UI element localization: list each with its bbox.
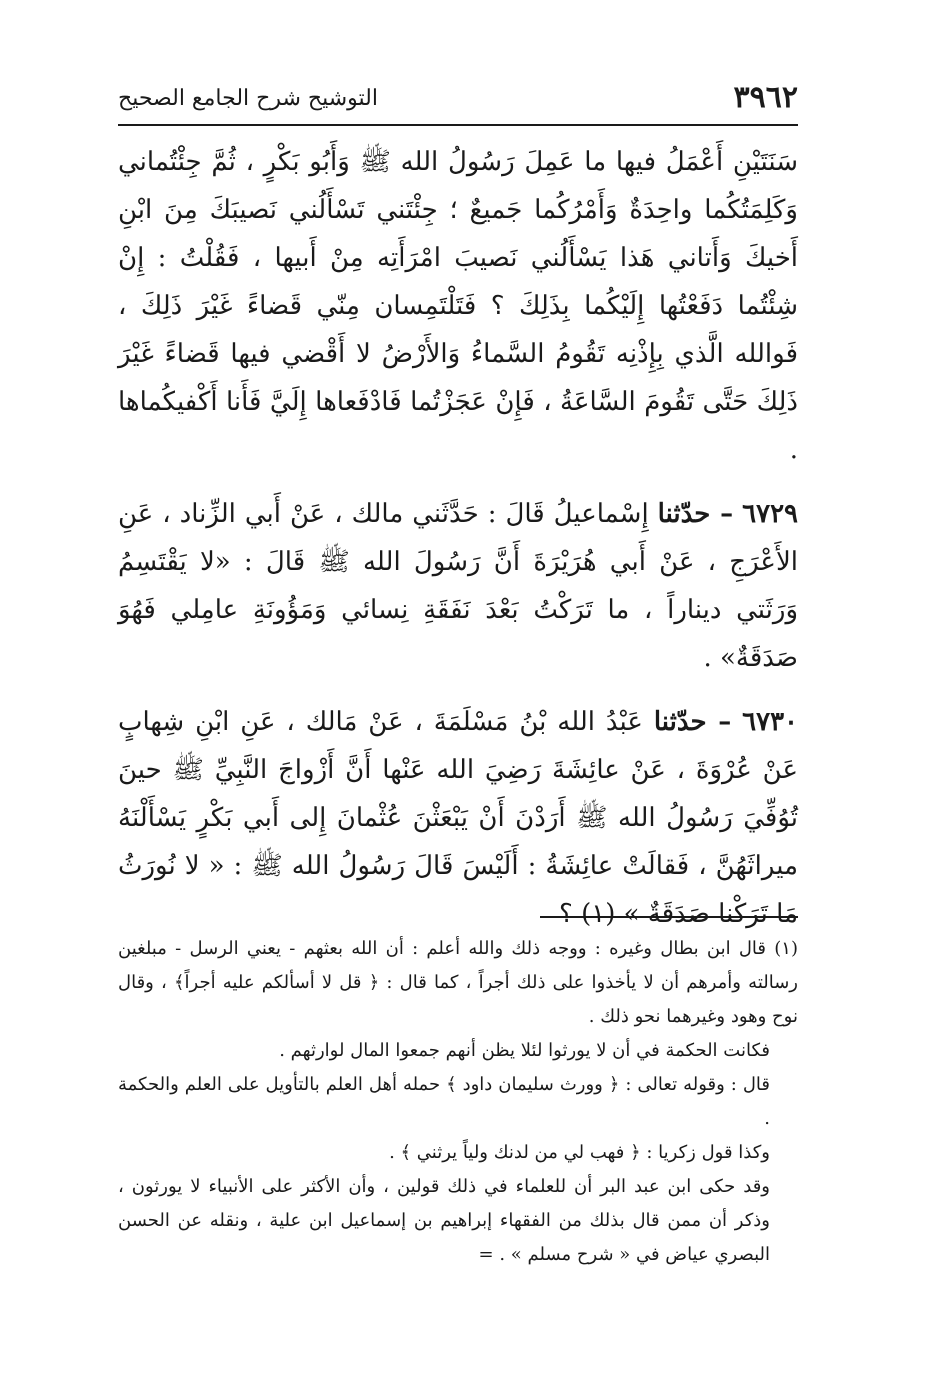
continuation-paragraph: سَنَتَيْنِ أَعْمَلُ فيها ما عَمِلَ رَسُولُ الله ﷺ وَأَبُو بَكْرٍ ، ثُمَّ جِئْتُماني وَكَلِمَتُكُما واحِدَةٌ وَأَمْرُكُما جَميعٌ ؛ جِئْتَني تَسْأَلُني نَصيبَكَ مِنَ ابْنِ أَخيكَ وَأَتاني هَذا يَسْأَلُني نَصيبَ امْرَأَتِه مِنْ أَبيها ، فَقُلْتُ : إِنْ شِئْتُما دَفَعْتُها إِلَيْكُما بِذَلِكَ ؟ فَتَلْتَمِسان مِنّي قَضاءً غَيْرَ ذَلِكَ ، فَوالله الَّذي بِإِذْنِه تَقُومُ السَّماءُ وَالأَرْضُ لا أَقْضي فيها قَضاءً غَيْرَ ذَلِكَ حَتَّى تَقُومَ السَّاعَةُ ، فَإِنْ عَجَزْتُما فَادْفَعاها إِلَيَّ فَأَنا أَكْفيكُماها . xyxy=(118,147,798,465)
main-text xyxy=(118,138,798,954)
footnote-line: وكذا قول زكريا : ﴿ فهب لي من لدنك ولياً يرثني ﴾ . xyxy=(389,1142,770,1163)
page-number: ٣٩٦٢ xyxy=(733,80,798,115)
hadith-lead-word: حدّثنا xyxy=(657,499,711,529)
footnote-line: وقد حكى ابن عبد البر أن للعلماء في ذلك قولين ، وأن الأكثر على الأنبياء لا يورثون ، وذكر أن ممن قال بذلك من الفقهاء إبراهيم بن إسماعيل ابن علية ، ونقله عن الحسن البصري عياض في « شرح مسلم » . = xyxy=(118,1176,770,1265)
hadith-lead: – حدّثنا xyxy=(657,499,734,529)
footnotes xyxy=(118,932,798,1272)
footnote-line: قال : وقوله تعالى : ﴿ وورث سليمان داود ﴾ حمله أهل العلم بالتأويل على العلم والحكمة . xyxy=(118,1074,770,1129)
hadith-6730 xyxy=(118,698,798,938)
hadith-6729 xyxy=(118,490,798,682)
footnote-rule xyxy=(540,916,798,918)
header-rule xyxy=(118,124,798,126)
running-title: التوشيح شرح الجامع الصحيح xyxy=(118,86,378,111)
footnote-line: فكانت الحكمة في أن لا يورثوا لئلا يظن أنهم جمعوا المال لوارثهم . xyxy=(279,1040,770,1061)
hadith-number: ٦٧٣٠ xyxy=(742,707,798,737)
page-header xyxy=(118,78,798,122)
hadith-text: عَبْدُ الله بْنُ مَسْلَمَةَ ، عَنْ مَالك ، عَنِ ابْنِ شِهابٍ عَنْ عُرْوَةَ ، عَنْ عائِشَةَ رَضِيَ الله عَنْها أَنَّ أَزْواجَ النَّبِيِّ ﷺ حينَ تُوُفِّيَ رَسُولُ الله ﷺ أَرَدْنَ أَنْ يَبْعَثْنَ عُثْمانَ إِلى أَبي بَكْرٍ يَسْأَلْنَهُ ميراثَهُنَّ ، فَقالَتْ عائِشَةُ : أَلَيْسَ قَالَ رَسُولُ الله ﷺ : « لا نُورَثُ مَا تَرَكْنا صَدَقَةٌ » (١) ؟ xyxy=(118,707,798,929)
hadith-number: ٦٧٢٩ xyxy=(742,499,798,529)
hadith-text: إِسْماعيلُ قَالَ : حَدَّثَني مالك ، عَنْ أَبي الزِّناد ، عَنِ الأَعْرَجِ ، عَنْ أَبي هُرَيْرَةَ أَنَّ رَسُولَ الله ﷺ قَالَ : «لا يَقْتَسِمُ وَرَثَتي ديناراً ، ما تَرَكْتُ بَعْدَ نَفَقَةِ نِسائي وَمَؤُونَةِ عامِلي فَهُوَ صَدَقَةٌ» . xyxy=(118,499,798,673)
hadith-lead-word: حدّثنا xyxy=(653,707,707,737)
footnote-line: (١) قال ابن بطال وغيره : ووجه ذلك والله أعلم : أن الله بعثهم - يعني الرسل - مبلغين رسالته وأمرهم أن لا يأخذوا على ذلك أجراً ، كما قال : ﴿ قل لا أسألكم عليه أجراً﴾ ، وقال نوح وهود وغيرهما نحو ذلك . xyxy=(118,938,798,1027)
hadith-lead: – حدّثنا xyxy=(653,707,732,737)
